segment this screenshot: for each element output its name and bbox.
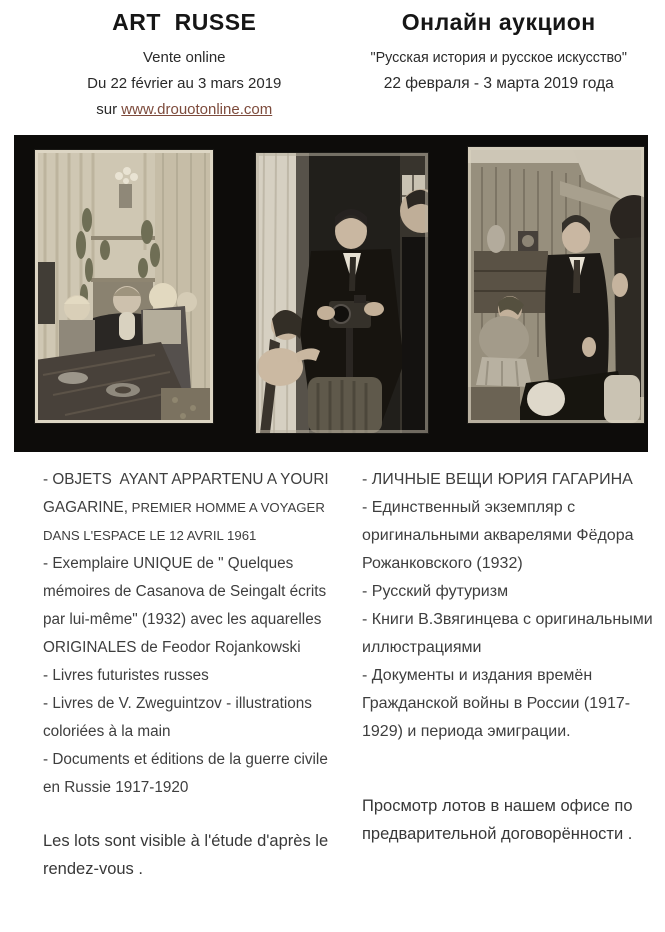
header-french-column bbox=[0, 9, 333, 123]
sale-subtitle-fr: Vente online bbox=[142, 49, 226, 66]
french-description-column bbox=[43, 466, 341, 883]
list-item-casanova-fr: - Exemplaire UNIQUE de " Quelques mémoires de Casanova de Seingalt écrits par lui-même" (1932) avec les aquarelles ORIGINALES de Feodor Rojankowski bbox=[43, 555, 331, 656]
list-item-rojankovsky-ru: - Единственный экземпляр с оригинальными акварелями Фёдора Рожанковского (1932) bbox=[362, 499, 634, 572]
sale-subtitle-ru: "Русская история и русское искусство" bbox=[370, 50, 627, 66]
photo-band bbox=[14, 135, 648, 452]
list-item-civil-war-fr: - Documents et éditions de la guerre civile en Russie 1917-1920 bbox=[43, 751, 333, 796]
viewing-note-fr: Les lots sont visible à l'étude d'après le rendez-vous . bbox=[43, 832, 329, 878]
sale-dates-fr: Du 22 février au 3 mars 2019 bbox=[87, 75, 282, 92]
list-item-zvyagintsev-ru: - Книги В.Звягинцева с оригинальными иллюстрациями bbox=[362, 611, 653, 656]
sale-link-line bbox=[36, 97, 333, 123]
header bbox=[0, 0, 665, 123]
list-item-sub-text: PREMIER HOMME A VOYAGER DANS L'ESPACE LE 12 AVRIL 1961 bbox=[43, 500, 329, 543]
link-prefix: sur bbox=[96, 101, 122, 118]
russian-description-column bbox=[362, 466, 654, 883]
gagarin-examining-camera-photo bbox=[256, 153, 428, 433]
viewing-note-ru: Просмотр лотов в нашем офисе по предварительной договорённости . bbox=[362, 797, 633, 843]
list-item-futurist-books-fr: - Livres futuristes russes bbox=[43, 667, 209, 684]
header-russian-column bbox=[333, 9, 665, 123]
sale-title-ru: Онлайн аукцион bbox=[401, 9, 596, 35]
sale-title-fr: ART RUSSE bbox=[112, 9, 257, 35]
gagarin-standing-with-family-photo bbox=[468, 147, 644, 423]
sale-dates-ru: 22 февраля - 3 марта 2019 года bbox=[383, 75, 614, 92]
gagarin-with-children-at-table-photo bbox=[35, 150, 213, 423]
list-item-futurism-ru: - Русский футуризм bbox=[362, 583, 509, 600]
list-item-main-text: - OBJETS AYANT APPARTENU A YOURI GAGARINE, bbox=[43, 471, 333, 516]
drouotonline-link[interactable]: www.drouotonline.com bbox=[121, 101, 273, 118]
list-item-zweguintzov-fr: - Livres de V. Zweguintzov - illustrations coloriées à la main bbox=[43, 695, 317, 740]
list-item-gagarin-objects-ru: - ЛИЧНЫЕ ВЕЩИ ЮРИЯ ГАГАРИНА bbox=[362, 471, 633, 488]
list-item-gagarin-objects-fr bbox=[43, 466, 341, 550]
description-section bbox=[0, 466, 665, 883]
list-item-civil-war-ru: - Документы и издания времён Гражданской войны в России (1917-1929) и периода эмиграции. bbox=[362, 667, 631, 740]
